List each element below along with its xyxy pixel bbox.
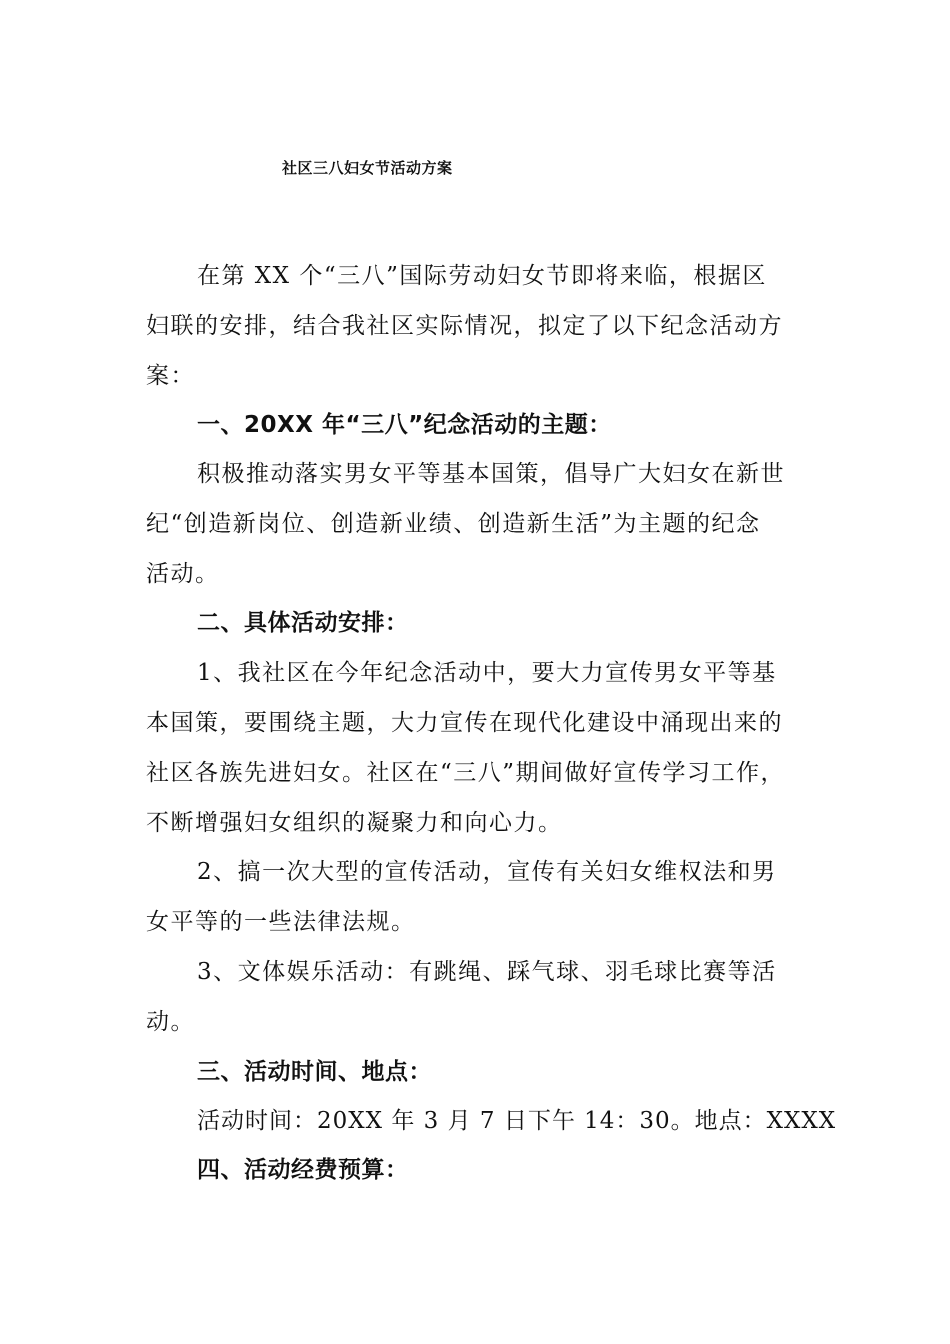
intro-line-1: 在第 XX 个“三八”国际劳动妇女节即将来临，根据区 xyxy=(197,263,767,289)
section-1-line-3: 活动。 xyxy=(146,561,220,587)
intro-line-2: 妇联的安排，结合我社区实际情况，拟定了以下纪念活动方 xyxy=(146,313,783,339)
section-3-heading: 三、活动时间、地点： xyxy=(197,1059,432,1085)
section-2-item-1-line-3: 社区各族先进妇女。社区在“三八”期间做好宣传学习工作， xyxy=(146,760,786,786)
section-1-heading: 一、20XX 年“三八”纪念活动的主题： xyxy=(197,412,612,438)
section-3-time-location: 活动时间：20XX 年 3 月 7 日下午 14：30。地点：XXXX xyxy=(197,1108,837,1134)
intro-line-3: 案： xyxy=(146,363,195,389)
section-1-line-2: 纪“创造新岗位、创造新业绩、创造新生活”为主题的纪念 xyxy=(146,511,761,537)
section-2-item-2-line-2: 女平等的一些法律法规。 xyxy=(146,909,416,935)
section-2-item-3-line-1: 3、文体娱乐活动：有跳绳、踩气球、羽毛球比赛等活 xyxy=(197,959,777,985)
document-title: 社区三八妇女节活动方案 xyxy=(282,159,453,177)
section-4-heading: 四、活动经费预算： xyxy=(197,1157,409,1183)
section-2-item-1-line-4: 不断增强妇女组织的凝聚力和向心力。 xyxy=(146,810,563,836)
section-1-line-1: 积极推动落实男女平等基本国策，倡导广大妇女在新世 xyxy=(197,461,785,487)
section-2-item-3-line-2: 动。 xyxy=(146,1009,195,1035)
section-2-heading: 二、具体活动安排： xyxy=(197,610,409,636)
section-2-item-1-line-1: 1、我社区在今年纪念活动中，要大力宣传男女平等基 xyxy=(197,660,777,686)
section-2-item-1-line-2: 本国策，要围绕主题，大力宣传在现代化建设中涌现出来的 xyxy=(146,710,783,736)
section-2-item-2-line-1: 2、搞一次大型的宣传活动，宣传有关妇女维权法和男 xyxy=(197,859,777,885)
